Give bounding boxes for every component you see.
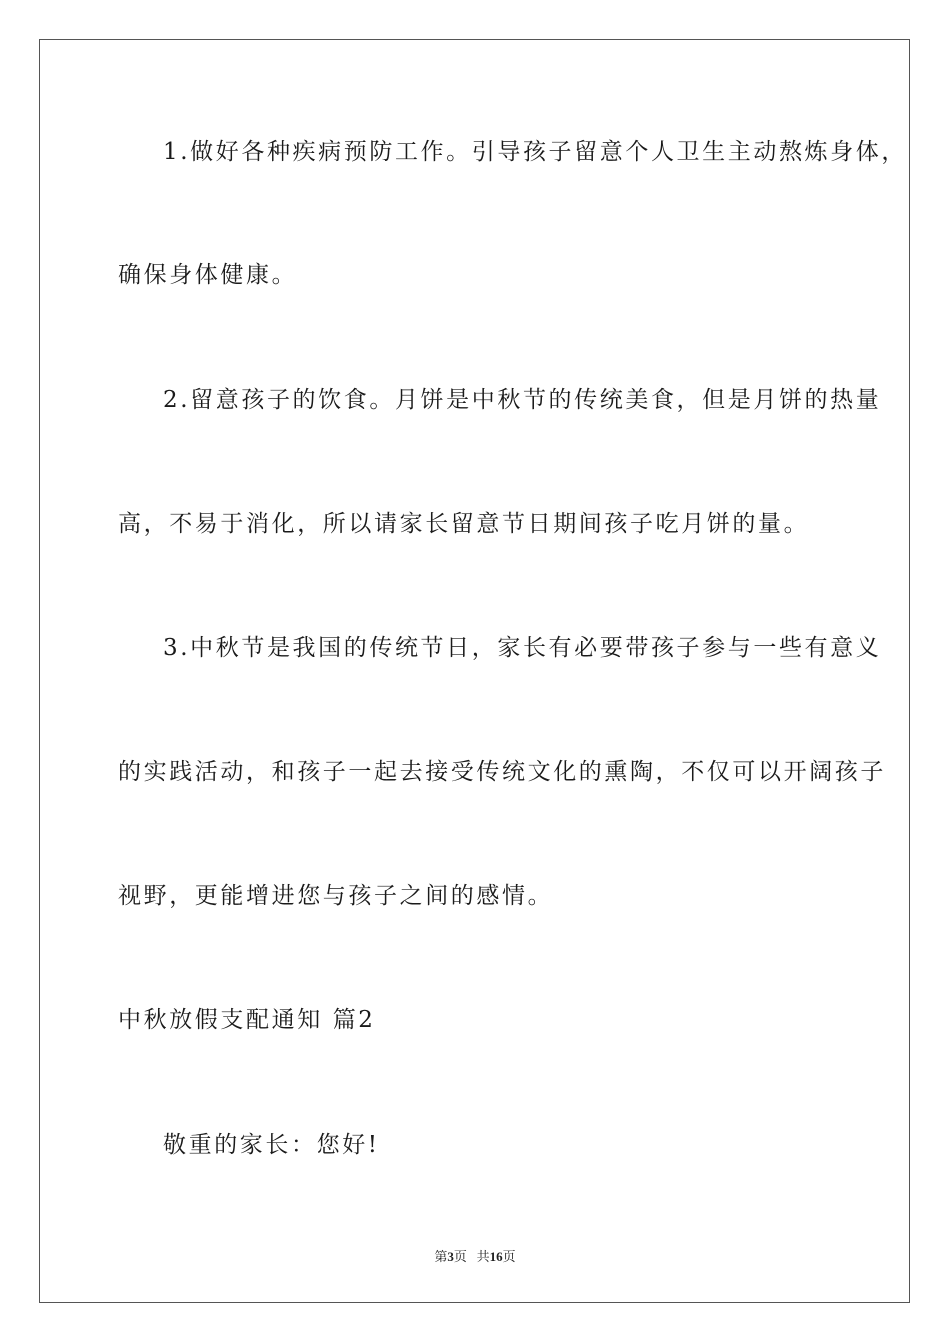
paragraph-1-line-2: 确保身体健康。 [118, 262, 298, 288]
page-footer [0, 1246, 950, 1265]
footer-total-pages: 16 [489, 1249, 503, 1264]
footer-total-suffix: 页 [502, 1249, 516, 1264]
paragraph-3-line-3: 视野，更能增进您与孩子之间的感情。 [118, 883, 554, 909]
footer-total-prefix: 共 [476, 1249, 490, 1264]
footer-page-number: 3 [447, 1249, 454, 1264]
paragraph-1-line-1: 1.做好各种疾病预防工作。引导孩子留意个人卫生主动熬炼身体， [163, 139, 907, 165]
section-heading: 中秋放假支配通知 篇2 [118, 1007, 376, 1033]
paragraph-3-line-1: 3.中秋节是我国的传统节日，家长有必要带孩子参与一些有意义 [163, 635, 882, 661]
greeting: 敬重的家长：您好! [163, 1132, 380, 1158]
paragraph-2-line-2: 高，不易于消化，所以请家长留意节日期间孩子吃月饼的量。 [118, 511, 810, 537]
paragraph-2-line-1: 2.留意孩子的饮食。月饼是中秋节的传统美食，但是月饼的热量 [163, 387, 882, 413]
footer-page-suffix: 页 [453, 1249, 467, 1264]
paragraph-3-line-2: 的实践活动，和孩子一起去接受传统文化的熏陶，不仅可以开阔孩子 [118, 759, 886, 785]
footer-prefix: 第 [434, 1249, 448, 1264]
page-border [39, 39, 910, 1303]
